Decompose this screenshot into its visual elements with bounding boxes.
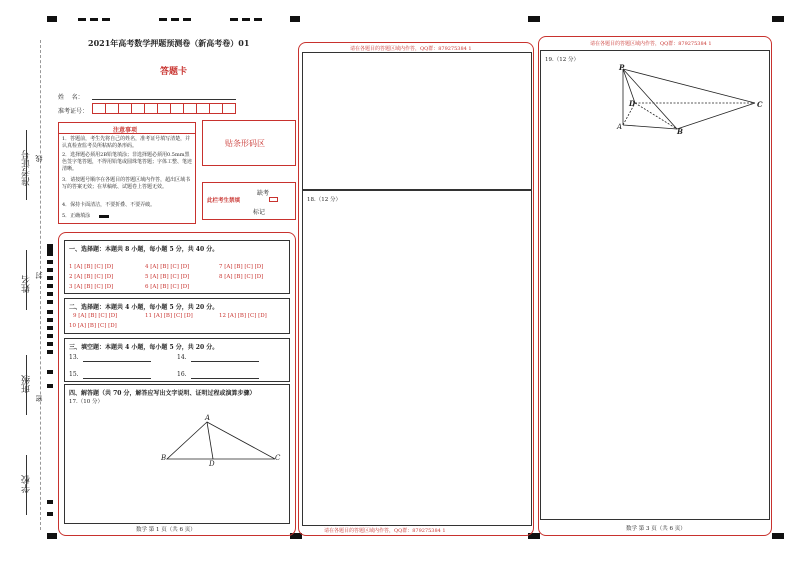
choice-q4[interactable]: 4 [A] [B] [C] [D] [145,264,190,270]
timing-mark [47,342,53,346]
timing-mark [47,268,53,272]
section4-title: 四、解答题（共 70 分，解答应写出文字说明、证明过程或演算步骤） [69,390,256,397]
section2-title: 二、选择题：本题共 4 小题，每小题 5 分，共 20 分。 [69,304,219,311]
timing-mark [47,384,53,388]
q19-box [540,50,770,520]
choice-q10[interactable]: 10 [A] [B] [C] [D] [69,323,117,329]
page3-footer: 数学 第 3 页（共 6 页） [626,526,686,532]
page-title: 2021年高考数学押题预测卷（新高考卷）01 [88,38,250,48]
absent-label-2: 标记 [253,209,266,216]
absent-label: 缺考 [257,190,270,197]
q19-label: 19.（12 分） [545,57,579,63]
fill-label-15: 15. [69,371,79,378]
page1-footer: 数学 第 1 页（共 6 页） [136,527,196,533]
timing-mark [47,318,53,322]
reg-mark [772,533,784,539]
fig17-label-a: A [205,414,211,422]
absent-box [202,182,296,220]
reg-mark [90,18,98,21]
timing-mark [47,350,53,354]
notice-item: 4．保持卡面清洁，不要折叠、不要弄破。 [62,202,156,208]
timing-mark [47,370,53,374]
cut-line [40,40,41,530]
barcode-area [202,120,296,166]
reg-mark [47,16,57,22]
triangle-figure-17 [159,413,289,473]
timing-mark [47,276,53,280]
q17-label: 17.（10 分） [69,399,103,405]
sidebar-line [26,355,27,415]
fig17-label-d: D [209,460,215,468]
timing-mark [47,292,53,296]
answer-card-heading: 答题卡 [160,67,188,77]
warning-bottom-p2: 请在各题目的答题区域内作答，QQ群：879275384 1 [324,528,446,534]
reg-mark [47,533,57,539]
name-field[interactable] [92,99,236,100]
fill-blank-16[interactable] [191,378,259,379]
fig17-label-c: C [275,454,281,462]
notice-item: 2．选择题必须用2B铅笔填涂；非选择题必须用0.5mm黑色签字笔答题，不得用铅笔或圆珠笔答题；字体工整、笔迹清晰。 [62,152,193,172]
sidebar-line [26,250,27,310]
sidebar-label-name: 姓名 [22,275,32,293]
section2-box [64,298,290,334]
reg-mark [528,16,540,22]
timing-mark [47,512,53,516]
fill-blank-14[interactable] [191,361,259,362]
fill-label-13: 13. [69,354,79,361]
q18-prev-box [302,52,532,190]
notice-item: 5．正确填涂 [62,213,91,219]
notice-item: 3．请按题号顺序在各题目的答题区域内作答，超出区域书写的答案无效；在草稿纸、试题卷上答题无效。 [62,177,191,190]
warning-top-p2: 请在各题目的答题区域内作答，QQ群：879275384 1 [350,46,472,52]
reg-mark [171,18,179,21]
section4-box [64,384,290,524]
choice-q9[interactable]: 9 [A] [B] [C] [D] [73,313,118,319]
q18-box [302,190,532,526]
fill-label-14: 14. [177,354,187,361]
sidebar-label-id: 准考证号 [22,150,32,186]
section1-box [64,240,290,294]
sidebar-label-class: 班级 [22,375,32,393]
fig19-label-a: A [617,123,623,131]
choice-q1[interactable]: 1 [A] [B] [C] [D] [69,264,114,270]
reg-mark [183,18,191,21]
absent-checkbox[interactable] [269,197,278,202]
choice-q8[interactable]: 8 [A] [B] [C] [D] [219,274,264,280]
choice-q7[interactable]: 7 [A] [B] [C] [D] [219,264,264,270]
choice-q11[interactable]: 11 [A] [B] [C] [D] [145,313,193,319]
reg-mark [772,16,784,22]
fig19-label-b: B [677,127,683,136]
timing-mark [47,284,53,288]
fill-label-16: 16. [177,371,187,378]
section3-title: 三、填空题：本题共 4 小题，每小题 5 分，共 20 分。 [69,344,219,351]
id-label: 准考证号： [58,108,89,115]
sidebar-line [26,455,27,515]
timing-mark [47,326,53,330]
choice-q3[interactable]: 3 [A] [B] [C] [D] [69,284,114,290]
fig19-label-p: P [619,63,625,72]
timing-mark [47,260,53,264]
reg-mark [242,18,250,21]
reg-mark [290,16,300,22]
name-label: 姓 名： [58,94,84,101]
id-input-grid[interactable] [92,103,236,114]
notice-box [58,122,196,224]
timing-mark [47,300,53,304]
section3-box [64,338,290,382]
cut-mark-line: 线 [35,155,43,162]
fig19-label-c: C [757,100,763,109]
reg-mark [254,18,262,21]
section1-title: 一、选择题：本题共 8 小题，每小题 5 分，共 40 分。 [69,246,219,253]
timing-mark [47,334,53,338]
q18-label: 18.（12 分） [307,197,341,203]
notice-title: 注意事项 [113,127,138,134]
cut-mark-secret: 密 [35,395,43,402]
timing-mark [47,244,53,256]
sidebar-label-school: 学校 [22,475,32,493]
fill-sample [99,215,109,218]
reg-mark [102,18,110,21]
notice-item: 1．答题前，考生先将自己的姓名，准考证号填写清楚，并认真检查监考员所粘贴的条形码。 [62,136,191,149]
absent-note: 此栏考生禁填 [207,198,241,204]
timing-mark [47,310,53,314]
fig17-label-b: B [161,454,167,462]
barcode-label: 贴条形码区 [225,139,265,148]
reg-mark [78,18,86,21]
choice-q2[interactable]: 2 [A] [B] [C] [D] [69,274,114,280]
choice-q6[interactable]: 6 [A] [B] [C] [D] [145,284,190,290]
sidebar-line [26,130,27,200]
warning-top-p3: 请在各题目的答题区域内作答，QQ群：879275384 1 [590,41,712,47]
reg-mark [230,18,238,21]
fill-blank-13[interactable] [83,361,151,362]
choice-q12[interactable]: 12 [A] [B] [C] [D] [219,313,267,319]
choice-q5[interactable]: 5 [A] [B] [C] [D] [145,274,190,280]
cut-mark-seal: 封 [35,272,43,279]
timing-mark [47,500,53,504]
reg-mark [159,18,167,21]
pyramid-figure-19 [615,63,765,137]
fig19-label-d: D [629,99,636,108]
fill-blank-15[interactable] [83,378,151,379]
